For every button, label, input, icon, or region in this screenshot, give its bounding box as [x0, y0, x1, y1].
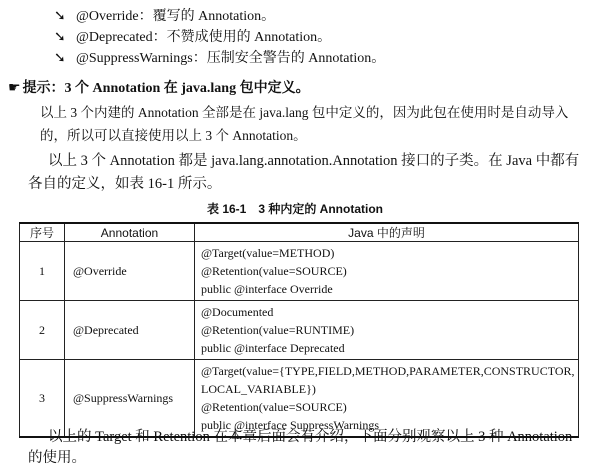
- cell-annotation: @Deprecated: [65, 301, 195, 360]
- cell-declaration: [195, 301, 579, 360]
- declaration-line: @Retention(value=SOURCE): [201, 400, 347, 414]
- bullet-text: @Deprecated：不赞成使用的 Annotation。: [76, 30, 332, 45]
- cell-no: 1: [20, 242, 65, 301]
- arrow-bullet-icon: ➘: [54, 8, 66, 24]
- tip-title: 提示：3 个 Annotation 在 java.lang 包中定义。: [22, 81, 310, 96]
- declaration-line: @Documented: [201, 305, 274, 319]
- table-row: [20, 360, 579, 438]
- paragraph: 以上的 Target 和 Retention 在本章后面会有介绍，下面分别观察以上 3 种 Annotation 的使用。: [28, 429, 573, 466]
- cell-declaration: [195, 242, 579, 301]
- declaration-line: LOCAL_VARIABLE}): [201, 382, 316, 396]
- table-header-row: [20, 223, 579, 242]
- arrow-bullet-icon: ➘: [54, 50, 66, 66]
- arrow-bullet-icon: ➘: [54, 29, 66, 45]
- declaration-line: @Target(value=METHOD): [201, 246, 335, 260]
- declaration-line: @Retention(value=SOURCE): [201, 264, 347, 278]
- column-header-annotation: Annotation: [65, 223, 195, 242]
- cell-no: 3: [20, 360, 65, 438]
- table-row: [20, 242, 579, 301]
- bullet-list: [54, 6, 385, 69]
- cell-declaration: [195, 360, 579, 438]
- paragraph: 以上 3 个 Annotation 都是 java.lang.annotation.Annotation 接口的子类。在 Java 中都有各自的定义，如表 16-1 所示。: [28, 153, 580, 192]
- tip-heading: [8, 77, 310, 97]
- bullet-text: @Override：覆写的 Annotation。: [76, 9, 276, 24]
- declaration-line: @Retention(value=RUNTIME): [201, 323, 355, 337]
- table-row: [20, 301, 579, 360]
- declaration-line: public @interface Override: [201, 282, 333, 296]
- bullet-item: [54, 48, 385, 69]
- cell-annotation: @SuppressWarnings: [65, 360, 195, 438]
- bullet-text: @SuppressWarnings：压制安全警告的 Annotation。: [76, 51, 386, 66]
- pointing-hand-icon: ☛: [8, 80, 21, 96]
- bullet-item: [54, 6, 385, 27]
- declaration-line: public @interface Deprecated: [201, 341, 345, 355]
- cell-annotation: @Override: [65, 242, 195, 301]
- declaration-line: @Target(value={TYPE,FIELD,METHOD,PARAMETER,CONSTRUCTOR,: [201, 364, 575, 378]
- column-header-declaration: Java 中的声明: [195, 223, 579, 242]
- bullet-item: [54, 27, 385, 48]
- tip-body: 以上 3 个内建的 Annotation 全部是在 java.lang 包中定义的，因为此包在使用时是自动导入的，所以可以直接使用以上 3 个 Annotation。: [40, 105, 569, 143]
- declaration-line: public @interface SuppressWarnings: [201, 418, 380, 432]
- column-header-no: 序号: [20, 223, 65, 242]
- table-caption: 表 16-1 3 种内定的 Annotation: [206, 202, 383, 216]
- annotation-table: [19, 222, 579, 438]
- cell-no: 2: [20, 301, 65, 360]
